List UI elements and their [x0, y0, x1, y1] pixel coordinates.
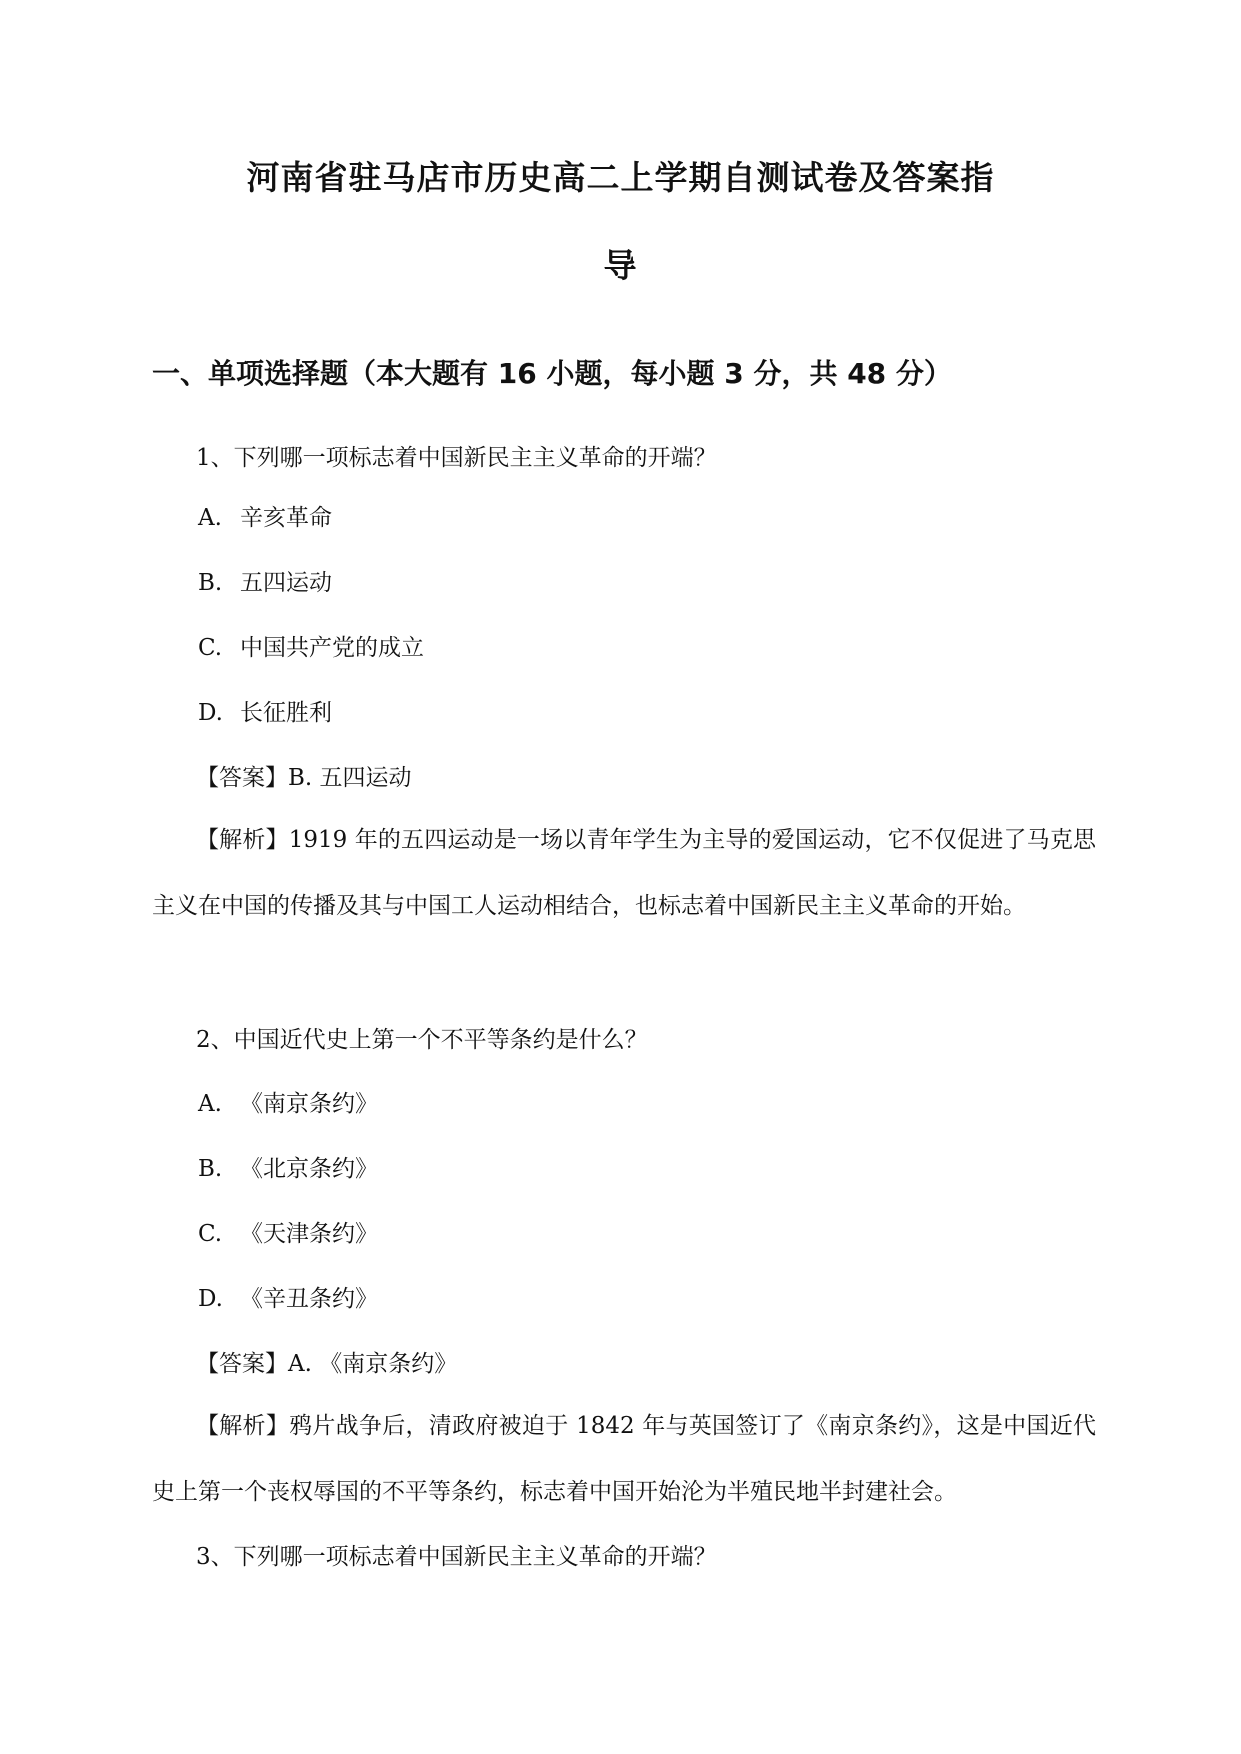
question-1-option-d: [198, 697, 332, 729]
option-text: 中国共产党的成立: [240, 635, 424, 661]
question-2-answer: [196, 1348, 457, 1380]
question-1-option-b: [198, 567, 332, 599]
document-title-line-1: 河南省驻马店市历史高二上学期自测试卷及答案指: [246, 158, 995, 197]
option-letter: A.: [198, 1091, 222, 1117]
question-1-option-c: [198, 632, 424, 664]
option-letter: C.: [198, 635, 223, 661]
answer-label: 【答案】: [196, 765, 288, 791]
question-2-prompt: 2、中国近代史上第一个不平等条约是什么？: [196, 1027, 648, 1053]
option-letter: B.: [198, 570, 223, 596]
option-letter: B.: [198, 1156, 223, 1182]
option-letter: A.: [198, 505, 222, 531]
document-title-line-2: 导: [603, 246, 638, 285]
option-letter: C.: [198, 1221, 223, 1247]
analysis-text: 1919 年的五四运动是一场以青年学生为主导的爱国运动，它不仅促进了马克思主义在中国的传播及其与中国工人运动相结合，也标志着中国新民主主义革命的开始。: [152, 827, 1096, 919]
option-text: 长征胜利: [240, 700, 332, 726]
question-3-prompt: 3、下列哪一项标志着中国新民主主义革命的开端？: [196, 1544, 717, 1570]
option-letter: D.: [198, 700, 223, 726]
analysis-label: 【解析】: [196, 827, 289, 853]
answer-value: A. 《南京条约》: [288, 1351, 458, 1377]
question-1-analysis: [152, 807, 1096, 939]
question-1-option-a: [198, 502, 332, 534]
question-1-answer: [196, 762, 412, 794]
option-text: 《南京条约》: [240, 1091, 378, 1117]
question-2-option-c: [198, 1218, 378, 1250]
option-text: 《辛丑条约》: [240, 1286, 378, 1312]
question-2-analysis: [152, 1393, 1096, 1525]
option-letter: D.: [198, 1286, 223, 1312]
option-text: 辛亥革命: [240, 505, 332, 531]
answer-label: 【答案】: [196, 1351, 288, 1377]
option-text: 《北京条约》: [240, 1156, 378, 1182]
question-2-option-b: [198, 1153, 378, 1185]
option-text: 五四运动: [240, 570, 332, 596]
analysis-label: 【解析】: [196, 1413, 290, 1439]
section-heading: 一、单项选择题（本大题有 16 小题，每小题 3 分，共 48 分）: [152, 357, 952, 390]
analysis-text: 鸦片战争后，清政府被迫于 1842 年与英国签订了《南京条约》，这是中国近代史上第一个丧权辱国的不平等条约，标志着中国开始沦为半殖民地半封建社会。: [152, 1413, 1097, 1505]
question-2-option-d: [198, 1283, 378, 1315]
question-2-option-a: [198, 1088, 378, 1120]
answer-value: B. 五四运动: [288, 765, 412, 791]
option-text: 《天津条约》: [240, 1221, 378, 1247]
question-1-prompt: 1、下列哪一项标志着中国新民主主义革命的开端？: [196, 445, 717, 471]
